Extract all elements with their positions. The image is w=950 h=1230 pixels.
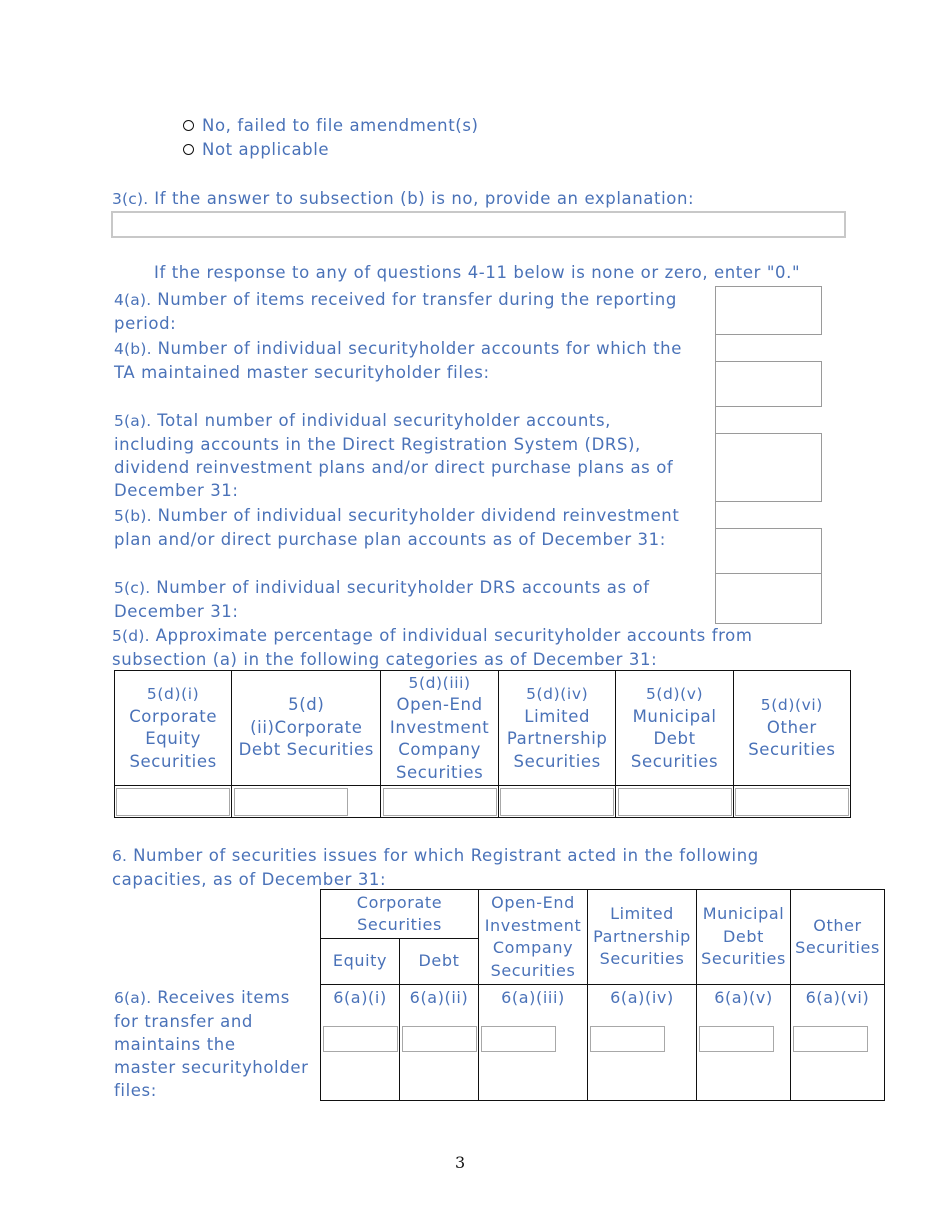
input-5d-iv[interactable] <box>500 788 614 816</box>
answer-5b-field[interactable] <box>715 528 822 574</box>
input-6a-vi[interactable] <box>793 1026 868 1052</box>
code-6a-v: 6(a)(v) <box>714 988 773 1007</box>
divider <box>715 335 716 361</box>
code-6a-vi: 6(a)(vi) <box>805 988 870 1007</box>
code-6a-ii: 6(a)(ii) <box>409 988 469 1007</box>
header-limited-partnership: Limited Partnership Securities <box>588 890 697 985</box>
radio-label: No, failed to file amendment(s) <box>202 116 479 135</box>
header-municipal: Municipal Debt Securities <box>697 890 791 985</box>
question-4b: 4(b). Number of individual securityholder accounts for which the TA maintained master securityholder files: <box>114 339 682 382</box>
divider <box>715 407 716 433</box>
radio-label: Not applicable <box>202 140 330 159</box>
answer-4b-field[interactable] <box>715 361 822 407</box>
instruction-text: If the response to any of questions 4-11 below is none or zero, enter "0." <box>154 263 801 282</box>
question-4a: 4(a). Number of items received for transfer during the reporting period: <box>114 290 677 333</box>
radio-button[interactable] <box>183 120 194 131</box>
header-5d-i: 5(d)(i) Corporate Equity Securities <box>115 671 232 786</box>
header-5d-iv: 5(d)(iv) Limited Partnership Securities <box>498 671 616 786</box>
table-header-row <box>115 671 851 786</box>
question-6a: 6(a). Receives items for transfer and maintains the master securityholder files: <box>114 988 309 1100</box>
table-row <box>115 786 851 818</box>
input-5d-iii[interactable] <box>383 788 497 816</box>
header-other: Other Securities <box>791 890 885 985</box>
answer-5c-field[interactable] <box>715 573 822 624</box>
input-5d-ii[interactable] <box>234 788 348 816</box>
header-corporate-securities: Corporate Securities <box>321 890 479 939</box>
header-debt: Debt <box>400 939 479 985</box>
table-row-6a <box>321 985 885 1101</box>
code-6a-iii: 6(a)(iii) <box>501 988 565 1007</box>
input-5d-vi[interactable] <box>735 788 849 816</box>
input-6a-i[interactable] <box>323 1026 398 1052</box>
input-6a-iii[interactable] <box>481 1026 556 1052</box>
header-5d-v: 5(d)(v) Municipal Debt Securities <box>616 671 733 786</box>
header-5d-ii: 5(d)(ii)Corporate Debt Securities <box>232 671 381 786</box>
question-3c: 3(c). If the answer to subsection (b) is no, provide an explanation: <box>112 189 695 208</box>
header-equity: Equity <box>321 939 400 985</box>
radio-option-not-applicable[interactable] <box>183 140 329 159</box>
radio-option-failed[interactable] <box>183 116 479 135</box>
header-open-end: Open-End Investment Company Securities <box>479 890 588 985</box>
table-5d <box>114 670 851 818</box>
input-5d-v[interactable] <box>618 788 732 816</box>
explanation-field[interactable] <box>111 211 846 238</box>
question-5c: 5(c). Number of individual securityholder DRS accounts as of December 31: <box>114 578 650 621</box>
header-5d-iii: 5(d)(iii) Open-End Investment Company Securities <box>381 671 499 786</box>
table-6 <box>320 889 885 1101</box>
page-number: 3 <box>455 1153 466 1172</box>
question-5a: 5(a). Total number of individual securityholder accounts, including accounts in the Direct Registration System (DRS), dividend reinvestment plans and/or direct purchase plans as of December 31: <box>114 411 674 500</box>
radio-button[interactable] <box>183 144 194 155</box>
question-6: 6. Number of securities issues for which Registrant acted in the following capacities, as of December 31: <box>112 846 759 889</box>
question-5d: 5(d). Approximate percentage of individual securityholder accounts from subsection (a) in the following categories as of December 31: <box>112 626 753 669</box>
question-5b: 5(b). Number of individual securityholder dividend reinvestment plan and/or direct purchase plan accounts as of December 31: <box>114 506 680 549</box>
input-6a-v[interactable] <box>699 1026 774 1052</box>
header-5d-vi: 5(d)(vi) Other Securities <box>733 671 850 786</box>
divider <box>715 502 716 528</box>
answer-4a-field[interactable] <box>715 286 822 335</box>
input-6a-iv[interactable] <box>590 1026 665 1052</box>
code-6a-i: 6(a)(i) <box>333 988 387 1007</box>
input-5d-i[interactable] <box>116 788 230 816</box>
answer-5a-field[interactable] <box>715 433 822 502</box>
code-6a-iv: 6(a)(iv) <box>610 988 674 1007</box>
input-6a-ii[interactable] <box>402 1026 477 1052</box>
